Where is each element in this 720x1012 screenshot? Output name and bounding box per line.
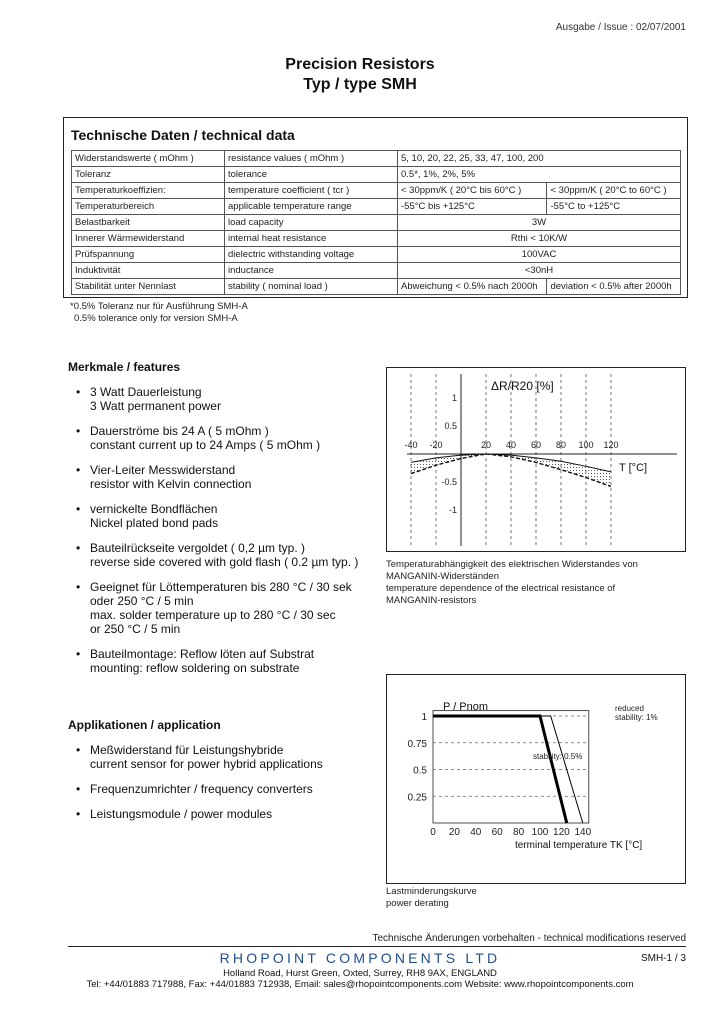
technical-data-table bbox=[71, 150, 681, 295]
row-value: 3W bbox=[398, 215, 681, 231]
series-label: stability: 1% bbox=[615, 713, 658, 722]
caption-line: temperature dependence of the electrical resistance of bbox=[386, 583, 616, 594]
table-row bbox=[72, 279, 681, 295]
row-value-de: Abweichung < 0.5% nach 2000h bbox=[398, 279, 547, 295]
row-value: 100VAC bbox=[398, 247, 681, 263]
tolerance-note bbox=[70, 301, 248, 325]
row-label-en: load capacity bbox=[225, 215, 398, 231]
table-row bbox=[72, 151, 681, 167]
list-item: • Bauteilrückseite vergoldet ( 0,2 µm typ. ) reverse side covered with gold flash ( 0.2 µm typ. ) bbox=[68, 541, 388, 569]
address-line: Holland Road, Hurst Green, Oxted, Surrey, RH8 9AX, ENGLAND bbox=[223, 968, 497, 979]
x-tick-label: 140 bbox=[574, 827, 592, 838]
list-item: • Dauerströme bis 24 A ( 5 mOhm ) constant current up to 24 Amps ( 5 mOhm ) bbox=[68, 424, 388, 452]
row-label-en: inductance bbox=[225, 263, 398, 279]
temperature-chart bbox=[386, 367, 686, 552]
x-tick-label: 80 bbox=[513, 827, 525, 838]
row-value: 5, 10, 20, 22, 25, 33, 47, 100, 200 bbox=[398, 151, 681, 167]
row-label-de: Induktivität bbox=[72, 263, 225, 279]
row-label-de: Belastbarkeit bbox=[72, 215, 225, 231]
technical-data-box bbox=[63, 117, 688, 298]
row-value: <30nH bbox=[398, 263, 681, 279]
x-tick-label: 120 bbox=[553, 827, 570, 838]
table-row bbox=[72, 231, 681, 247]
chart-title: ΔR/R20 [%] bbox=[491, 379, 554, 393]
row-label-en: tolerance bbox=[225, 167, 398, 183]
contact-line: Tel: +44/01883 717988, Fax: +44/01883 712938, Email: sales@rhopointcomponents.com Website: www.rhopointcomponents.com bbox=[86, 979, 634, 990]
applications-list bbox=[68, 743, 388, 832]
row-value: Rthi < 10K/W bbox=[398, 231, 681, 247]
x-tick-label: 40 bbox=[470, 827, 482, 838]
list-item: • Geeignet für Löttemperaturen bis 280 °C / 30 sek oder 250 °C / 5 min max. solder temperature up to 280 °C / 30 sec or 250 °C / 5 min bbox=[68, 580, 388, 636]
table-row bbox=[72, 183, 681, 199]
applications-section bbox=[68, 718, 221, 732]
caption-line: MANGANIN-resistors bbox=[386, 595, 477, 606]
y-tick-label: -0.5 bbox=[441, 477, 457, 487]
x-tick-label: -20 bbox=[429, 440, 443, 450]
row-label-de: Innerer Wärmewiderstand bbox=[72, 231, 225, 247]
y-tick-label: 1 bbox=[421, 712, 427, 723]
footer-divider bbox=[68, 946, 686, 947]
x-tick-label: 100 bbox=[578, 440, 594, 450]
row-label-de: Stabilität unter Nennlast bbox=[72, 279, 225, 295]
y-tick-label: 0.25 bbox=[407, 792, 427, 804]
caption-line: Temperaturabhängigkeit des elektrischen Widerstandes von bbox=[386, 559, 638, 570]
row-label-en: internal heat resistance bbox=[225, 231, 398, 247]
x-tick-label: 120 bbox=[603, 440, 619, 450]
row-label-de: Prüfspannung bbox=[72, 247, 225, 263]
derating-chart-svg bbox=[387, 675, 685, 883]
y-tick-label: 0.5 bbox=[413, 765, 427, 777]
row-value: 0.5*, 1%, 2%, 5% bbox=[398, 167, 681, 183]
applications-heading: Applikationen / application bbox=[68, 718, 221, 732]
caption-line: power derating bbox=[386, 898, 449, 909]
features-list bbox=[68, 385, 388, 686]
modification-note: Technische Änderungen vorbehalten - technical modifications reserved bbox=[372, 933, 686, 944]
x-tick-label: 100 bbox=[531, 827, 549, 838]
list-item: • vernickelte Bondflächen Nickel plated bond pads bbox=[68, 502, 388, 530]
caption-line: MANGANIN-Widerständen bbox=[386, 571, 499, 582]
row-value-en: deviation < 0.5% after 2000h bbox=[547, 279, 681, 295]
series-label: reduced bbox=[615, 704, 644, 713]
series-label: stability: 0.5% bbox=[533, 752, 583, 761]
issue-date: Ausgabe / Issue : 02/07/2001 bbox=[555, 22, 686, 33]
table-row bbox=[72, 215, 681, 231]
table-row bbox=[72, 167, 681, 183]
table-row bbox=[72, 263, 681, 279]
y-tick-label: 0.75 bbox=[407, 738, 427, 750]
technical-data-heading: Technische Daten / technical data bbox=[71, 127, 295, 143]
list-item: • Vier-Leiter Messwiderstand resistor with Kelvin connection bbox=[68, 463, 388, 491]
x-tick-label: -40 bbox=[404, 440, 418, 450]
table-row bbox=[72, 199, 681, 215]
x-axis-label: T [°C] bbox=[619, 462, 648, 474]
row-label-de: Temperaturbereich bbox=[72, 199, 225, 215]
row-label-en: stability ( nominal load ) bbox=[225, 279, 398, 295]
note-en: 0.5% tolerance only for version SMH-A bbox=[74, 313, 238, 324]
x-tick-label: 20 bbox=[480, 440, 492, 450]
list-item: • 3 Watt Dauerleistung 3 Watt permanent power bbox=[68, 385, 388, 413]
x-tick-label: 40 bbox=[505, 440, 517, 450]
caption-line: Lastminderungskurve bbox=[386, 886, 477, 897]
y-tick-label: 0.5 bbox=[444, 421, 457, 431]
row-label-en: resistance values ( mOhm ) bbox=[225, 151, 398, 167]
page-number: SMH-1 / 3 bbox=[640, 953, 686, 964]
derating-chart-caption bbox=[386, 886, 477, 910]
row-label-en: temperature coefficient ( tcr ) bbox=[225, 183, 398, 199]
note-de: *0.5% Toleranz nur für Ausführung SMH-A bbox=[70, 301, 248, 312]
x-tick-label: 20 bbox=[448, 827, 460, 838]
y-tick-label: 1 bbox=[451, 393, 457, 403]
x-tick-label: 80 bbox=[555, 440, 567, 450]
list-item: • Leistungsmodule / power modules bbox=[68, 807, 388, 821]
list-item: • Meßwiderstand für Leistungshybride current sensor for power hybrid applications bbox=[68, 743, 388, 771]
x-tick-label: 60 bbox=[491, 827, 503, 838]
row-label-en: applicable temperature range bbox=[225, 199, 398, 215]
temperature-chart-caption bbox=[386, 559, 638, 607]
temperature-chart-svg bbox=[387, 368, 685, 551]
row-label-de: Widerstandswerte ( mOhm ) bbox=[72, 151, 225, 167]
list-item: • Bauteilmontage: Reflow löten auf Substrat mounting: reflow soldering on substrate bbox=[68, 647, 388, 675]
row-value-en: < 30ppm/K ( 20°C to 60°C ) bbox=[547, 183, 681, 199]
row-value-de: -55°C bis +125°C bbox=[398, 199, 547, 215]
company-name: RHOPOINT COMPONENTS LTD bbox=[219, 950, 501, 966]
row-label-en: dielectric withstanding voltage bbox=[225, 247, 398, 263]
derating-chart bbox=[386, 674, 686, 884]
row-label-de: Toleranz bbox=[72, 167, 225, 183]
features-heading: Merkmale / features bbox=[68, 360, 181, 374]
list-item: • Frequenzumrichter / frequency converters bbox=[68, 782, 388, 796]
page-title bbox=[0, 55, 720, 95]
row-value-en: -55°C to +125°C bbox=[547, 199, 681, 215]
company-address bbox=[0, 968, 720, 990]
row-label-de: Temperaturkoeffizien: bbox=[72, 183, 225, 199]
x-tick-label: 60 bbox=[530, 440, 542, 450]
chart-title: P / Pnom bbox=[443, 701, 489, 713]
x-tick-label: 0 bbox=[430, 827, 436, 838]
table-row bbox=[72, 247, 681, 263]
x-axis-label: terminal temperature TK [°C] bbox=[515, 840, 643, 851]
title-line-1: Precision Resistors bbox=[285, 56, 435, 73]
row-value-de: < 30ppm/K ( 20°C bis 60°C ) bbox=[398, 183, 547, 199]
features-section bbox=[68, 360, 180, 374]
y-tick-label: -1 bbox=[448, 505, 457, 515]
title-line-2: Typ / type SMH bbox=[303, 76, 417, 93]
